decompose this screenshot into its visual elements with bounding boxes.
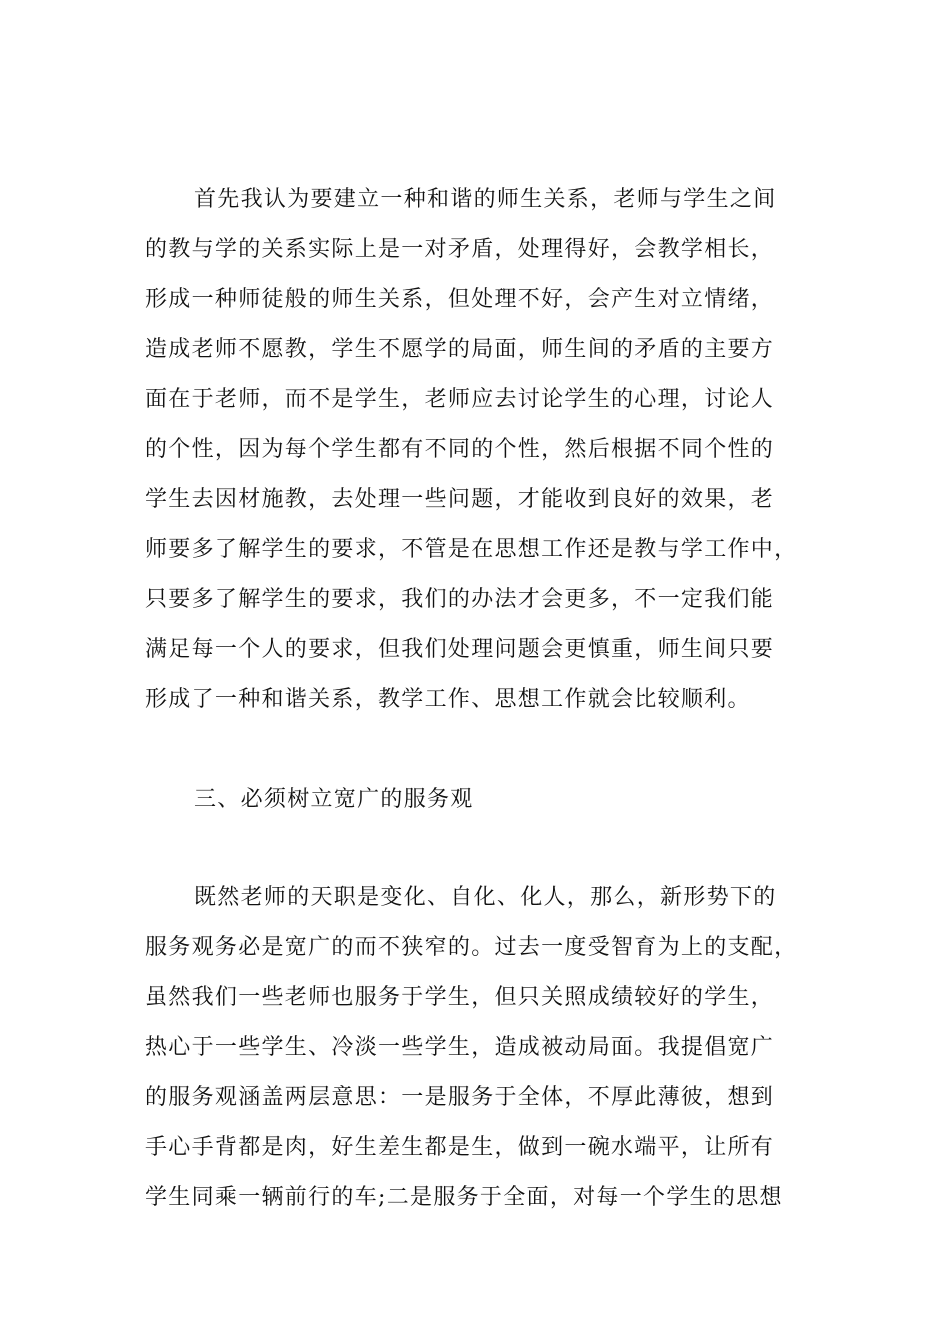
- paragraph-1-line: 的教与学的关系实际上是一对矛盾，处理得好，会教学相长，: [145, 237, 775, 262]
- paragraph-2-line: 的服务观涵盖两层意思：一是服务于全体，不厚此薄彼，想到: [145, 1085, 775, 1110]
- paragraph-2-line: 热心于一些学生、冷淡一些学生，造成被动局面。我提倡宽广: [145, 1035, 775, 1060]
- paragraph-1-line: 师要多了解学生的要求，不管是在思想工作还是教与学工作中，: [145, 537, 798, 562]
- paragraph-2-line: 学生同乘一辆前行的车;二是服务于全面，对每一个学生的思想: [145, 1185, 783, 1210]
- paragraph-2-line: 手心手背都是肉，好生差生都是生，做到一碗水端平，让所有: [145, 1135, 775, 1160]
- paragraph-1-line: 首先我认为要建立一种和谐的师生关系，老师与学生之间: [194, 187, 777, 212]
- paragraph-1-line: 形成一种师徒般的师生关系，但处理不好，会产生对立情绪，: [145, 287, 775, 312]
- paragraph-1-line: 的个性，因为每个学生都有不同的个性，然后根据不同个性的: [145, 437, 775, 462]
- paragraph-1-line: 造成老师不愿教，学生不愿学的局面，师生间的矛盾的主要方: [145, 337, 775, 362]
- paragraph-2-line: 服务观务必是宽广的而不狭窄的。过去一度受智育为上的支配，: [145, 935, 798, 960]
- paragraph-2-line: 虽然我们一些老师也服务于学生，但只关照成绩较好的学生，: [145, 985, 775, 1010]
- paragraph-1-line: 面在于老师，而不是学生，老师应去讨论学生的心理，讨论人: [145, 387, 775, 412]
- paragraph-1-line: 满足每一个人的要求，但我们处理问题会更慎重，师生间只要: [145, 637, 775, 662]
- paragraph-1-line: 学生去因材施教，去处理一些问题，才能收到良好的效果，老: [145, 487, 775, 512]
- section-heading: 三、必须树立宽广的服务观: [194, 787, 474, 812]
- paragraph-2-line: 既然老师的天职是变化、自化、化人，那么，新形势下的: [194, 885, 777, 910]
- paragraph-1-line: 形成了一种和谐关系，教学工作、思想工作就会比较顺利。: [145, 687, 751, 712]
- paragraph-1-line: 只要多了解学生的要求，我们的办法才会更多，不一定我们能: [145, 587, 775, 612]
